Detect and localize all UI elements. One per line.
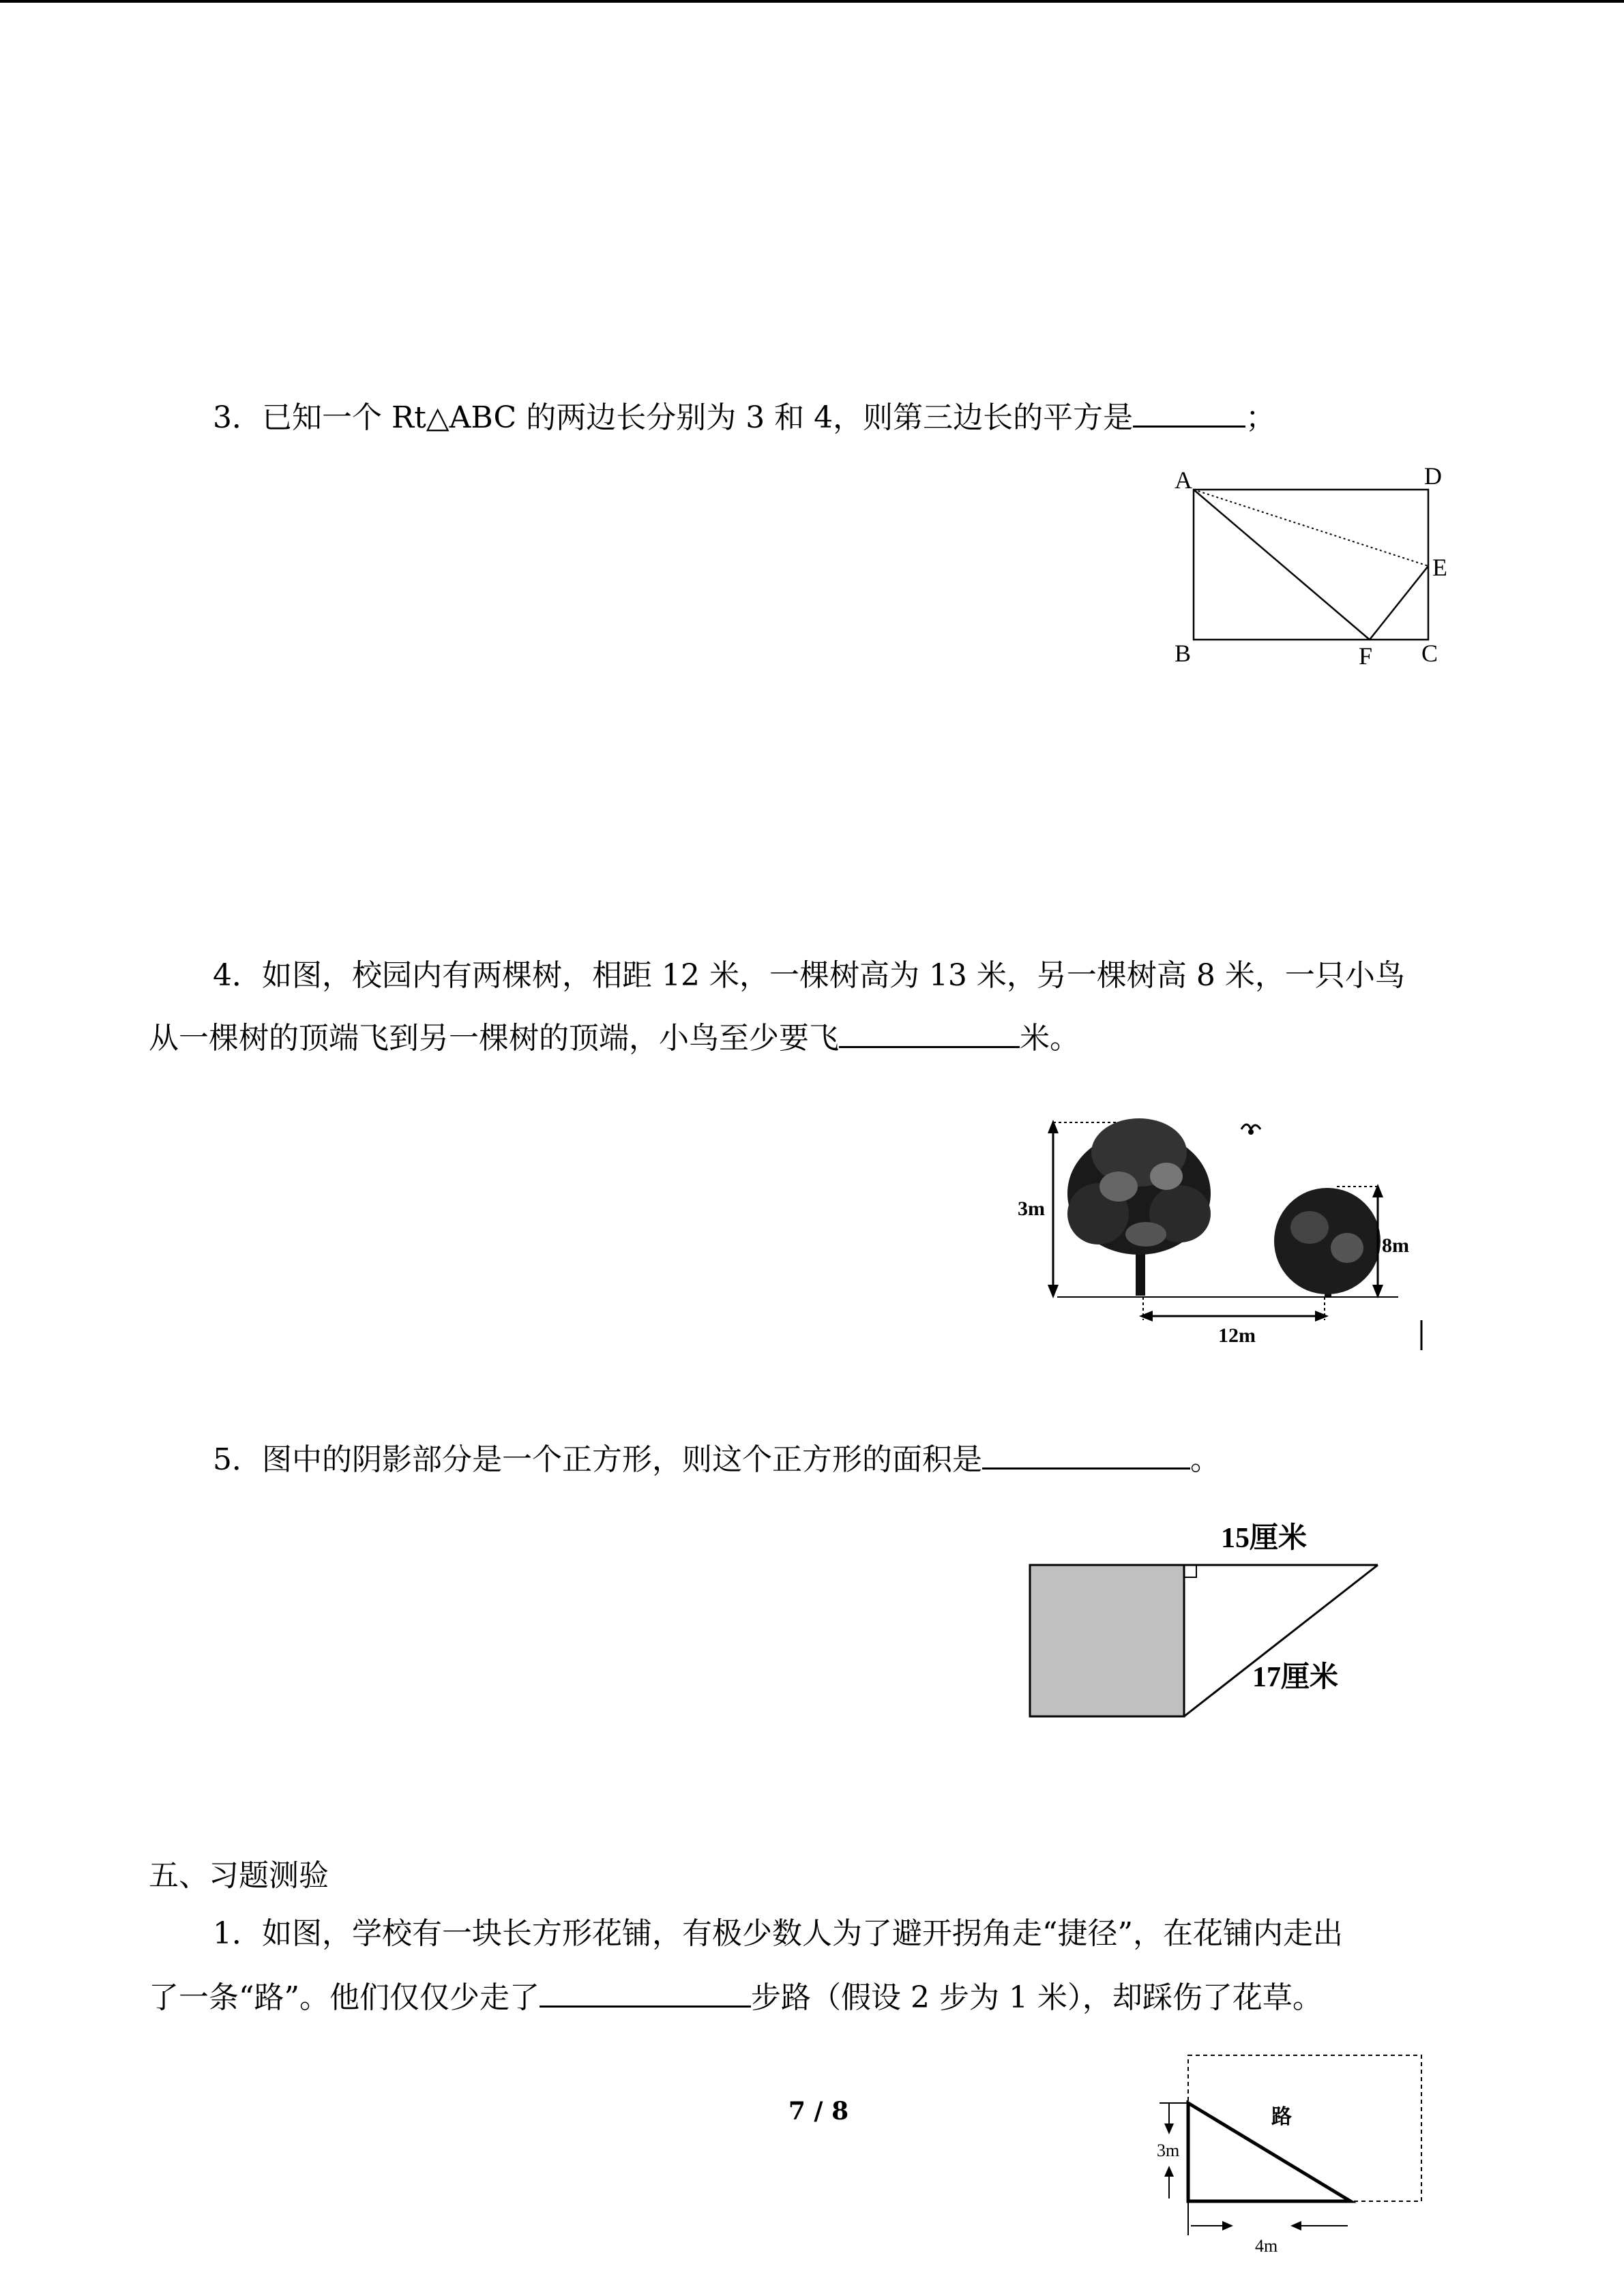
page-number: 7 / 8 [788,2097,849,2126]
top-edge-label: 15厘米 [1221,1523,1308,1554]
question-4-text: 从一棵树的顶端飞到另一棵树的顶端，小鸟至少要飞 [149,1021,839,1056]
question-5-text: 5．图中的阴影部分是一个正方形，则这个正方形的面积是 [213,1442,982,1477]
question-3-tail: ； [1245,400,1276,435]
answer-blank-ex1[interactable] [540,1976,751,2008]
answer-blank-q5[interactable] [982,1437,1190,1470]
two-trees-figure [1016,1112,1439,1357]
question-3 [213,396,1275,437]
rectangle-fold-figure [1160,457,1460,682]
answer-blank-q4[interactable] [839,1016,1020,1048]
horizontal-length-label: 4m [1255,2236,1278,2256]
label-a: A [1175,466,1192,494]
label-e: E [1432,554,1447,581]
label-f: F [1359,642,1373,670]
exercise-1-line-1: 1．如图，学校有一块长方形花铺，有极少数人为了避开拐角走“捷径”，在花铺内走出 [213,1916,1343,1951]
tree-distance-label: 12m [1218,1324,1256,1347]
road-label: 路 [1271,2106,1292,2128]
question-4-line-2 [149,1016,1080,1058]
label-d: D [1424,462,1442,490]
answer-blank-q3[interactable] [1133,396,1245,428]
short-tree-height-label: 8m [1382,1234,1409,1257]
exercise-1-tail: 步路（假设 2 步为 1 米），却踩伤了花草。 [751,1980,1323,2015]
short-tree-icon [1274,1188,1381,1297]
question-3-text: 3．已知一个 Rt△ABC 的两边长分别为 3 和 4，则第三边长的平方是 [213,400,1134,435]
hypotenuse-label: 17厘米 [1252,1662,1339,1693]
top-border [0,0,1624,3]
question-4-line-1: 4．如图，校园内有两棵树，相距 12 米，一棵树高为 13 米，另一棵树高 8 米，一只小鸟 [213,958,1405,993]
tall-tree-height-label: 3m [1018,1197,1045,1220]
question-5 [213,1437,1220,1479]
shaded-square [1030,1565,1184,1716]
exercise-1-line-2 [149,1976,1323,2017]
flowerbed-path-figure [1146,2053,1432,2257]
tall-tree-icon [1067,1118,1211,1296]
question-4-tail: 米。 [1020,1021,1080,1056]
bird-icon [1241,1124,1260,1135]
label-b: B [1175,640,1192,667]
exercise-1-text: 了一条“路”。他们仅仅少走了 [149,1980,540,2015]
square-triangle-figure [1023,1510,1405,1729]
vertical-length-label: 3m [1157,2141,1180,2160]
section-title: 五、习题测验 [149,1858,329,1893]
label-c: C [1421,640,1438,667]
question-5-tail: 。 [1190,1442,1220,1477]
